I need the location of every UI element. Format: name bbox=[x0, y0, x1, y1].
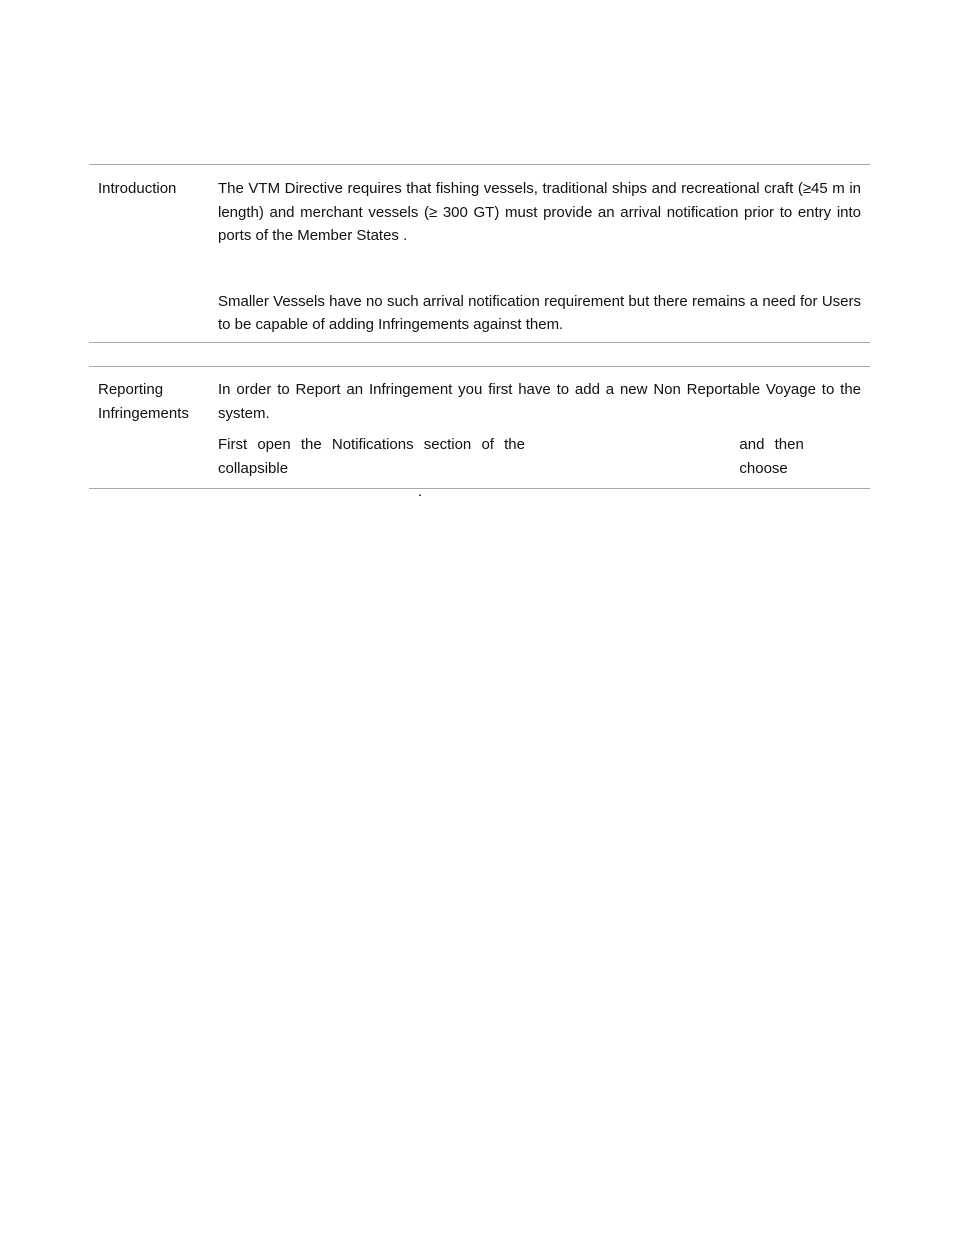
section-body bbox=[218, 378, 861, 504]
reporting-paragraph: In order to Report an Infringement you first have to add a new Non Reportable Voyage to the system. bbox=[218, 381, 861, 422]
reporting-infringements-section bbox=[89, 366, 870, 500]
section-body bbox=[218, 177, 861, 337]
instruction-text-right: and then choose bbox=[739, 436, 804, 477]
instruction-line bbox=[218, 433, 861, 480]
instruction-text-left: First open the Notifications section of the collapsible bbox=[218, 436, 525, 477]
instruction-trailing-line bbox=[218, 480, 861, 504]
section-label: Introduction bbox=[98, 180, 177, 197]
intro-paragraph: The VTM Directive requires that fishing vessels, traditional ships and recreational craft (≥45 m in length) and merchant vessels (≥ 300 GT) must provide an arrival notification prior to entry into ports of the Member States . bbox=[218, 180, 861, 244]
instruction-period: . bbox=[418, 483, 423, 500]
section-label: Reporting Infringements bbox=[98, 381, 189, 422]
introduction-section bbox=[89, 164, 870, 343]
intro-paragraph: Smaller Vessels have no such arrival notification requirement but there remains a need for Users to be capable of adding Infringements against them. bbox=[218, 292, 861, 333]
